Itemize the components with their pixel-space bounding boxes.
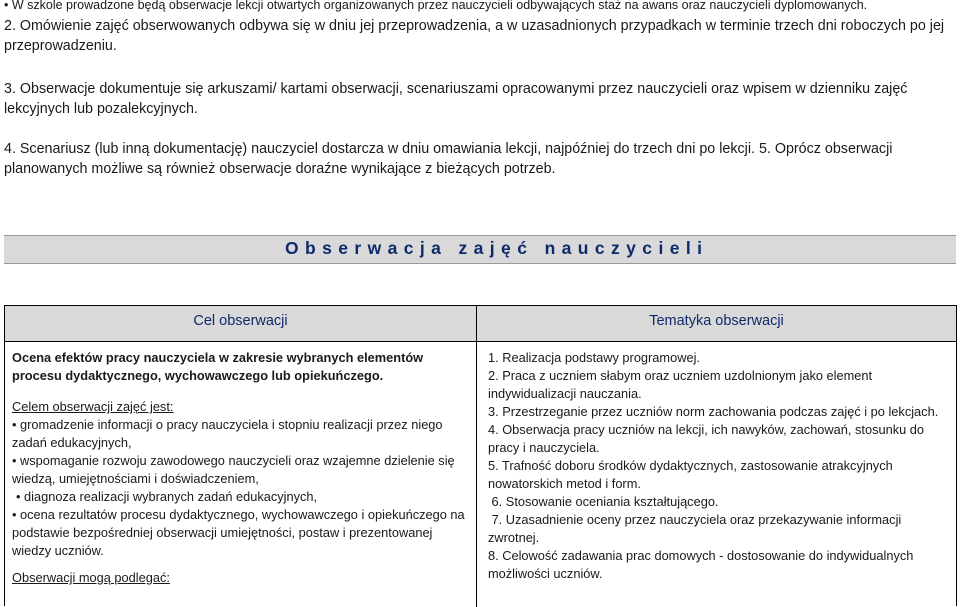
intro-paragraph-2: 2. Omówienie zajęć obserwowanych odbywa się w dniu jej przeprowadzenia, a w uzasadnionych przypadkach w terminie trzech dni roboczych po jej przeprowadzeniu. — [4, 18, 945, 54]
goals-heading: Celem obserwacji zajęć jest: — [12, 399, 174, 414]
topic-item: 3. Przestrzeganie przez uczniów norm zachowania podczas zajęć i po lekcjach. — [488, 404, 939, 419]
goal-item: • ocena rezultatów procesu dydaktycznego, wychowawczego i opiekuńczego na podstawie bezpośredniej obserwacji umiejętności, postaw i prezentowanej wiedzy uczniów. — [12, 507, 465, 558]
cell-tematyka-obserwacji — [488, 349, 950, 583]
header-tematyka-obserwacji: Tematyka obserwacji — [649, 313, 784, 329]
section-title-bar — [4, 235, 956, 264]
table-header-row — [5, 306, 956, 342]
topic-item: 5. Trafność doboru środków dydaktycznych, zastosowanie atrakcyjnych nowatorskich metod i form. — [488, 458, 893, 491]
topic-item: 4. Obserwacja pracy uczniów na lekcji, ich nawyków, zachowań, stosunku do pracy i nauczyciela. — [488, 422, 925, 455]
goal-item: • wspomaganie rozwoju zawodowego nauczycieli oraz wzajemne dzielenie się wiedzą, umiejętnościami i doświadczeniem, — [12, 453, 455, 486]
goal-item: • gromadzenie informacji o pracy nauczyciela i stopniu realizacji przez niego zadań edukacyjnych, — [12, 417, 443, 450]
topic-item: 8. Celowość zadawania prac domowych - dostosowanie do indywidualnych możliwości uczniów. — [488, 548, 914, 581]
topic-item: 7. Uzasadnienie oceny przez nauczyciela oraz przekazywanie informacji zwrotnej. — [488, 512, 905, 545]
subject-heading: Obserwacji mogą podlegać: — [12, 570, 170, 585]
intro-bullet: • W szkole prowadzone będą obserwacje lekcji otwartych organizowanych przez nauczycieli odbywających staż na awans oraz nauczycieli dyplomowanych. — [4, 0, 868, 12]
topic-item: 2. Praca z uczniem słabym oraz uczniem uzdolnionym jako element indywidualizacji nauczania. — [488, 368, 873, 401]
topic-item: 6. Stosowanie oceniania kształtującego. — [488, 494, 719, 509]
cell-intro-text: Ocena efektów pracy nauczyciela w zakresie wybranych elementów procesu dydaktycznego, wychowawczego lub opiekuńczego. — [12, 350, 424, 383]
observation-table — [4, 305, 957, 606]
cell-cel-obserwacji — [12, 349, 472, 587]
topic-item: 1. Realizacja podstawy programowej. — [488, 350, 700, 365]
section-title: Obserwacja zajęć nauczycieli — [285, 238, 709, 258]
goal-item: • diagnoza realizacji wybranych zadań edukacyjnych, — [16, 489, 318, 504]
intro-paragraph-3: 3. Obserwacje dokumentuje się arkuszami/ kartami obserwacji, scenariuszami opracowanymi przez nauczycieli oraz wpisem w dzienniku zajęć lekcyjnych lub pozalekcyjnych. — [4, 81, 908, 117]
column-divider — [476, 341, 477, 607]
header-cel-obserwacji: Cel obserwacji — [5, 306, 477, 341]
intro-paragraph-4: 4. Scenariusz (lub inną dokumentację) nauczyciel dostarcza w dniu omawiania lekcji, najpóźniej do trzech dni po lekcji. 5. Oprócz obserwacji planowanych możliwe są również obserwacje doraźne wynikające z bieżących potrzeb. — [4, 141, 893, 177]
